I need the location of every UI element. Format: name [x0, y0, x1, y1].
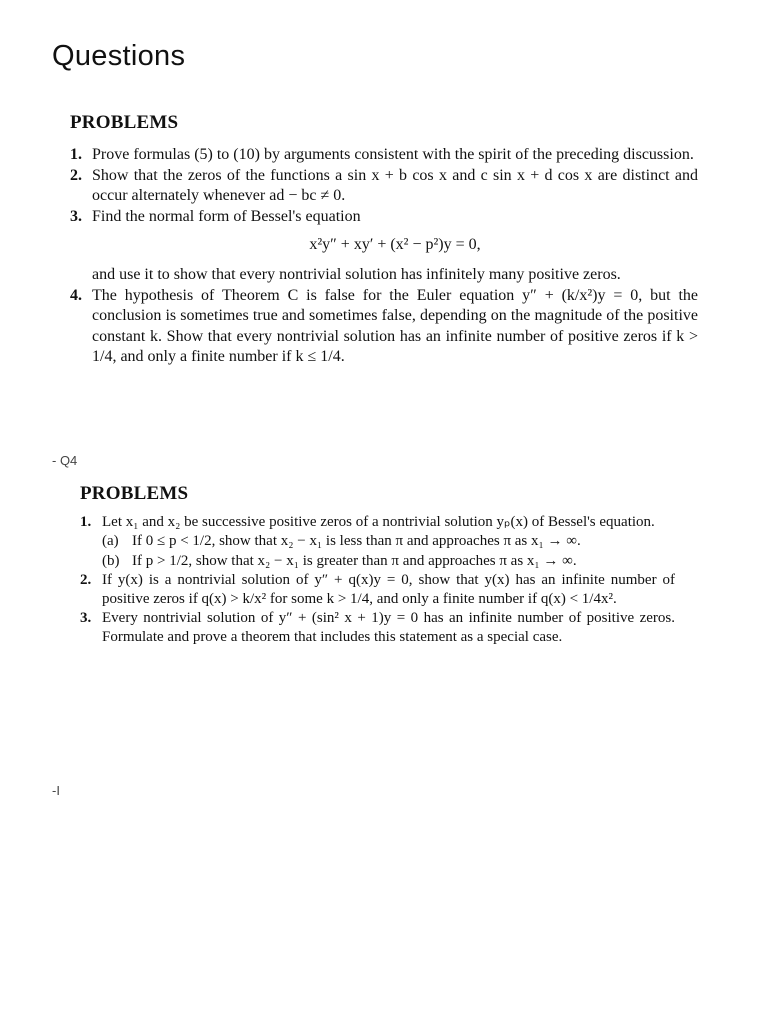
question-marker: - Q4 [52, 453, 78, 468]
page-heading: Questions [52, 40, 186, 72]
problem-text: Find the normal form of Bessel's equation [92, 207, 361, 225]
subpart-text: If p > 1/2, show that x₂ − x₁ is greater than π and approaches π as x₁ → ∞. [132, 552, 577, 569]
problem-number: 1. [70, 146, 82, 164]
problem-number: 3. [80, 610, 92, 627]
page-marker: -I [52, 783, 60, 798]
problem-number: 4. [70, 286, 82, 304]
problem-number: 2. [80, 571, 92, 588]
problems-section-2 [80, 484, 675, 648]
subpart-label: (a) [102, 533, 119, 550]
problem-list [80, 513, 675, 647]
problem-text: Show that the zeros of the functions a sin x + b cos x and c sin x + d cos x are distinct and occur alternately whenever ad − bc ≠ 0. [92, 166, 698, 205]
section-title: PROBLEMS [80, 483, 189, 504]
bessel-equation: x²y″ + xy′ + (x² − p²)y = 0, [309, 236, 481, 254]
problems-section-1 [70, 113, 698, 367]
problem-text: Prove formulas (5) to (10) by arguments consistent with the spirit of the preceding discussion. [92, 146, 694, 164]
problem-text: If y(x) is a nontrivial solution of y″ + q(x)y = 0, show that y(x) has an infinite number of positive zeros if q(x) > k/x² for some k > 1/4, and only a finite number if q(x) < 1/4x². [102, 571, 675, 608]
problem-number: 3. [70, 207, 82, 225]
problem-item [70, 286, 698, 368]
problem-subpart [102, 552, 675, 571]
problem-list [70, 145, 698, 367]
subpart-text: If 0 ≤ p < 1/2, show that x₂ − x₁ is less than π and approaches π as x₁ → ∞. [132, 533, 581, 550]
problem-subpart [102, 532, 675, 551]
problem-number: 2. [70, 166, 82, 184]
subpart-label: (b) [102, 552, 120, 569]
problem-item [80, 513, 675, 571]
problem-text: Let x₁ and x₂ be successive positive zeros of a nontrivial solution yₚ(x) of Bessel's equation. [102, 514, 655, 531]
problem-item [70, 166, 698, 207]
problem-item [80, 609, 675, 647]
problem-item [70, 207, 698, 286]
problem-item [80, 571, 675, 609]
problem-text-continued: and use it to show that every nontrivial solution has infinitely many positive zeros. [92, 266, 621, 284]
section-title: PROBLEMS [70, 112, 179, 133]
problem-text: The hypothesis of Theorem C is false for the Euler equation y″ + (k/x²)y = 0, but the conclusion is sometimes true and sometimes false, depending on the magnitude of the positive constant k. Show that every nontrivial solution has an infinite number of positive zeros if k > 1/4, and only a finite number if k ≤ 1/4. [92, 286, 698, 366]
problem-text: Every nontrivial solution of y″ + (sin² x + 1)y = 0 has an infinite number of positive zeros. Formulate and prove a theorem that includes this statement as a special case. [102, 610, 675, 646]
problem-item [70, 145, 698, 165]
problem-number: 1. [80, 514, 92, 531]
